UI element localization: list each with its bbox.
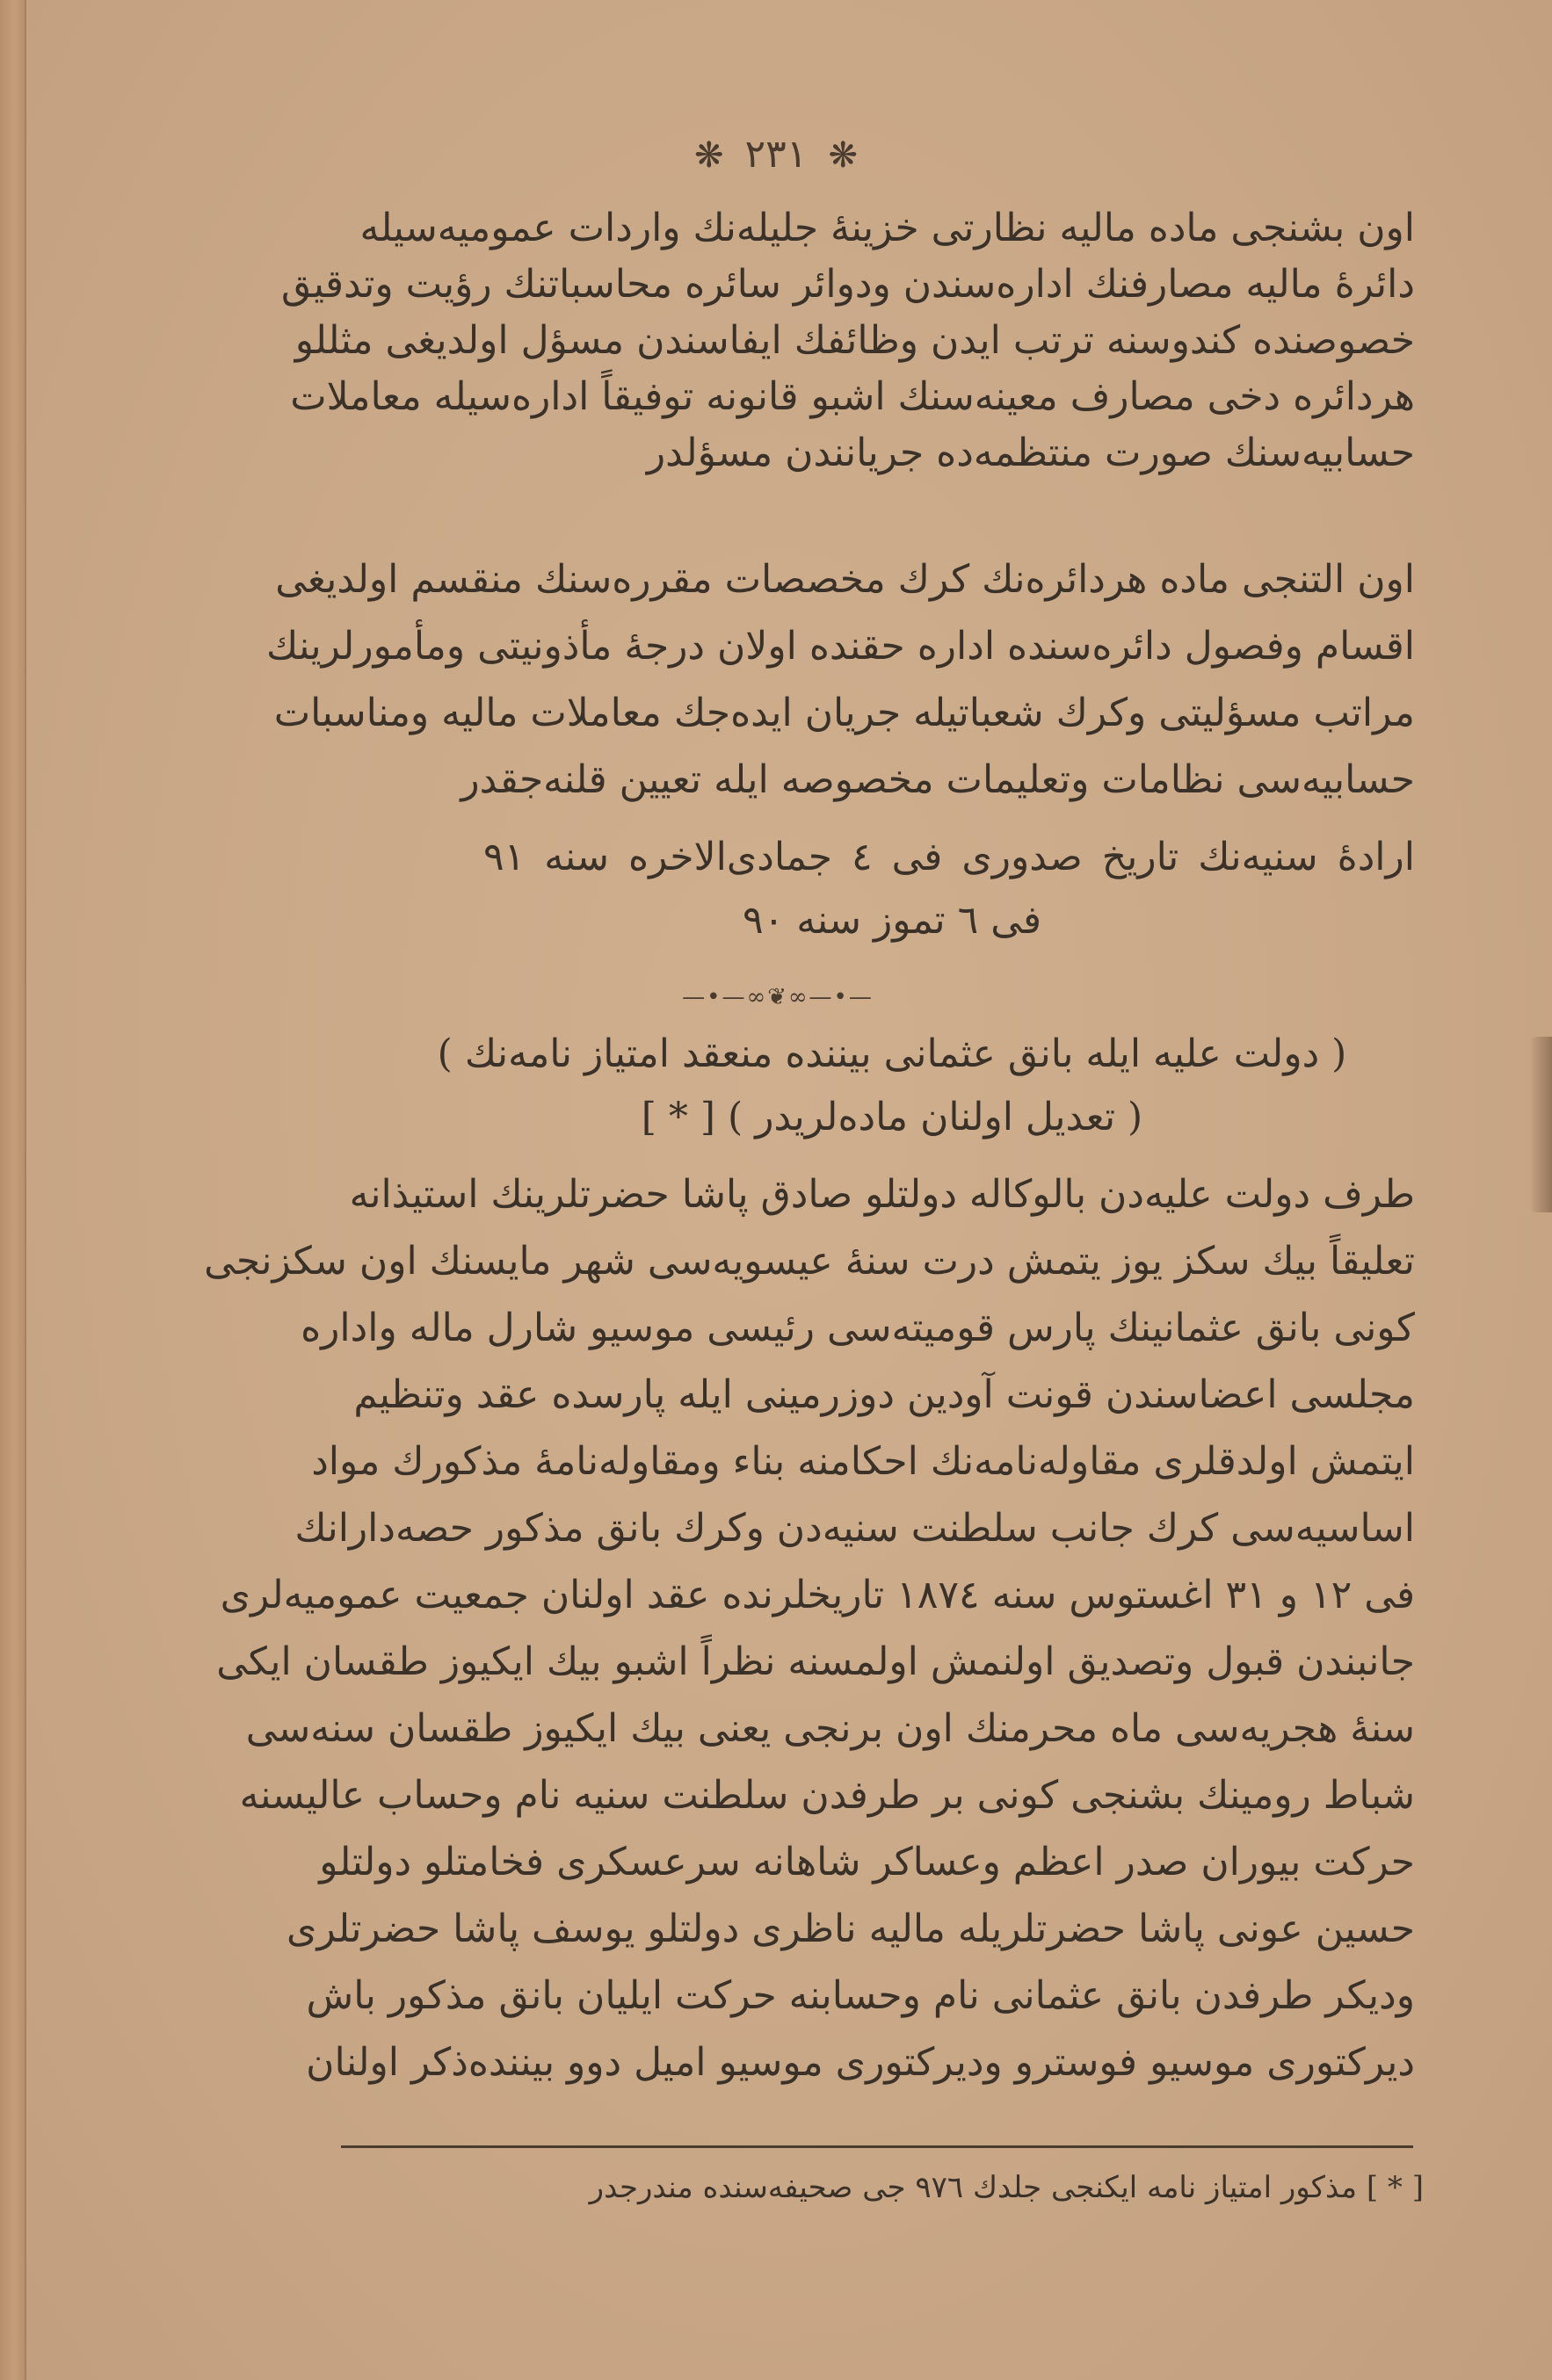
text-line: كونی بانق عثمانینك پارس قومیته‌سی رئیسی موسیو شارل ماله واداره xyxy=(301,1306,1415,1350)
text-line: تعلیقاً بیك سكز یوز یتمش درت سنهٔ عیسویه‌سی شهر مایسنك اون سكزنجی xyxy=(204,1239,1415,1284)
text-line: اون التنجی ماده هردائره‌نك كرك مخصصات مقرره‌سنك منقسم اولدیغی xyxy=(275,557,1415,602)
text-line: شباط رومینك بشنجی كونی بر طرفدن سلطنت سنیه نام وحساب عالیسنه xyxy=(239,1773,1415,1818)
text-line: حسابیه‌سنك صورت منتظمه‌ده جریانندن مسؤلدر xyxy=(646,430,1415,475)
text-line: مجلسی اعضاسندن قونت آودین دوزرمینی ایله پارسده عقد وتنظیم xyxy=(353,1372,1415,1417)
footnote-rule xyxy=(341,2145,1413,2148)
ornament-icon: ❋ xyxy=(694,135,724,176)
heading-subtitle: ( تعدیل اولنان ماده‌لریدر ) [ * ] xyxy=(641,1095,1143,1139)
text-line: جانبندن قبول وتصدیق اولنمش اولمسنه نظراً اشبو بیك ایكیوز طقسان ایكی xyxy=(216,1639,1415,1684)
page-number-header xyxy=(0,132,1552,177)
page-stain xyxy=(1529,1037,1552,1212)
text-line: اقسام وفصول دائره‌سنده اداره حقنده اولان درجهٔ مأذونیتی ومأمورلرینك xyxy=(266,624,1415,669)
page-number: ٢٣١ xyxy=(744,132,808,177)
text-line: فی ١٢ و ٣١ اغستوس سنه ١٨٧٤ تاریخلرنده عقد اولنان جمعیت عمومیه‌لری xyxy=(220,1573,1415,1617)
text-line: مراتب مسؤلیتی وكرك شعباتیله جریان ایده‌جك معاملات مالیه ومناسبات xyxy=(273,691,1415,735)
heading-title: ( دولت علیه ایله بانق عثمانی بیننده منعقد امتیاز نامه‌نك ) xyxy=(437,1031,1347,1076)
text-line: اساسیه‌سی كرك جانب سلطنت سنیه‌دن وكرك بانق مذكور حصه‌دارانك xyxy=(294,1506,1415,1551)
footnote: [ * ] مذكور امتیاز نامه ایكنجی جلدك ٩٧٦ جی صحیفه‌سنده مندرجدر xyxy=(589,2170,1424,2205)
text-line: ایتمش اولدقلری مقاوله‌نامه‌نك احكامنه بناء ومقاوله‌نامهٔ مذكورك مواد xyxy=(311,1439,1415,1484)
section-divider: —•—∞❦∞—•— xyxy=(682,984,874,1010)
text-line: سنهٔ هجریه‌سی ماه محرمنك اون برنجی یعنی بیك ایكیوز طقسان سنه‌سی xyxy=(245,1706,1415,1751)
text-line: دائرهٔ مالیه مصارفنك اداره‌سندن ودوائر سائره محاسباتنك رؤیت وتدقیق xyxy=(281,262,1415,307)
irade-line: ارادهٔ سنیه‌نك تاریخ صدوری فی ٤ جمادی‌الاخره سنه ٩١ xyxy=(483,835,1415,879)
page-binding-edge xyxy=(0,0,26,2380)
text-line: حسین عونی پاشا حضرتلریله مالیه ناظری دولتلو یوسف پاشا حضرتلری xyxy=(286,1906,1415,1951)
text-line: ودیكر طرفدن بانق عثمانی نام وحسابنه حركت ایلیان بانق مذكور باش xyxy=(306,1973,1415,2018)
text-line: حركت بیوران صدر اعظم وعساكر شاهانه سرعسكری فخامتلو دولتلو xyxy=(319,1840,1415,1884)
text-line: حسابیه‌سی نظامات وتعلیمات مخصوصه ایله تعیین قلنه‌جقدر xyxy=(461,757,1415,802)
text-line: دیركتوری موسیو فوسترو ودیركتوری موسیو امیل دوو بیننده‌ذكر اولنان xyxy=(306,2040,1415,2085)
text-line: هردائره دخی مصارف معینه‌سنك اشبو قانونه توفیقاً اداره‌سیله معاملات xyxy=(290,374,1415,419)
text-line: اون بشنجی ماده مالیه نظارتی خزینهٔ جلیله‌نك واردات عمومیه‌سیله xyxy=(359,206,1415,250)
text-line: طرف دولت علیه‌دن بالوكاله دولتلو صادق پاشا حضرتلرینك استیذانه xyxy=(349,1172,1415,1217)
ornament-icon: ❋ xyxy=(828,135,858,176)
text-line: خصوصنده کندوسنه ترتب ایدن وظائفك ایفاسندن مسؤل اولدیغی مثللو xyxy=(294,318,1415,363)
irade-line: فی ٦ تموز سنه ٩٠ xyxy=(743,898,1041,943)
